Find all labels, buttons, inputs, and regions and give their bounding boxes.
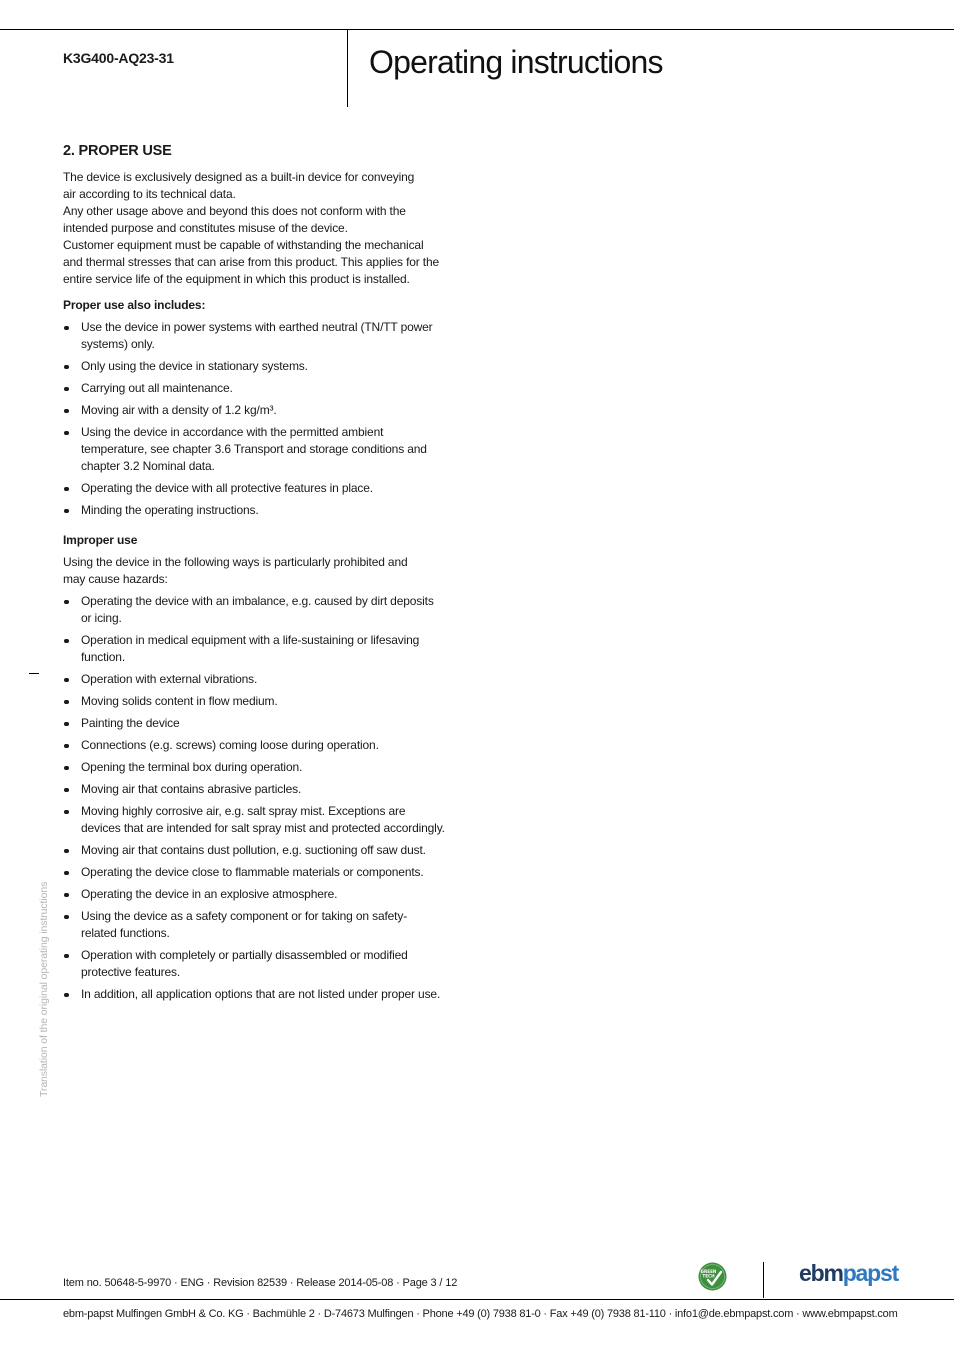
text-line: may cause hazards: bbox=[63, 572, 168, 586]
text-line: Carrying out all maintenance. bbox=[81, 381, 233, 395]
text-line: Use the device in power systems with earthed neutral (TN/TT power bbox=[81, 320, 433, 334]
badge-text-green: GREEN bbox=[700, 1269, 717, 1274]
list-item bbox=[63, 358, 455, 375]
logo-divider bbox=[763, 1262, 764, 1298]
list-item bbox=[63, 380, 455, 397]
section-heading: 2. PROPER USE bbox=[63, 143, 172, 159]
text-line: Using the device in the following ways is particularly prohibited and bbox=[63, 555, 408, 569]
list-item bbox=[63, 908, 455, 942]
text-line: Minding the operating instructions. bbox=[81, 503, 259, 517]
bullet-icon bbox=[64, 915, 69, 920]
text-line: protective features. bbox=[81, 965, 181, 979]
bullet-icon bbox=[64, 871, 69, 876]
footer-rule bbox=[0, 1299, 954, 1300]
bullet-icon bbox=[64, 487, 69, 492]
text-line: Moving air with a density of 1.2 kg/m³. bbox=[81, 403, 277, 417]
text-line: Any other usage above and beyond this does not conform with the bbox=[63, 204, 406, 218]
margin-fold-mark bbox=[29, 673, 39, 674]
list-item bbox=[63, 319, 455, 353]
text-line: The device is exclusively designed as a built-in device for conveying bbox=[63, 170, 415, 184]
list-item bbox=[63, 402, 455, 419]
text-line: Moving solids content in flow medium. bbox=[81, 694, 278, 708]
logo-ebm: ebm bbox=[799, 1260, 843, 1286]
bullet-icon bbox=[64, 387, 69, 392]
text-line: Only using the device in stationary systems. bbox=[81, 359, 308, 373]
text-line: Operating the device with an imbalance, e.g. caused by dirt deposits bbox=[81, 594, 434, 608]
list-item bbox=[63, 986, 455, 1003]
list-item bbox=[63, 781, 455, 798]
improper-use-list bbox=[63, 593, 455, 1003]
text-line: Using the device as a safety component or for taking on safety- bbox=[81, 909, 408, 923]
text-line: Operating the device with all protective features in place. bbox=[81, 481, 373, 495]
text-line: temperature, see chapter 3.6 Transport and storage conditions and bbox=[81, 442, 427, 456]
proper-use-heading: Proper use also includes: bbox=[63, 298, 206, 312]
bullet-icon bbox=[64, 509, 69, 514]
text-line: Operating the device in an explosive atmosphere. bbox=[81, 887, 338, 901]
text-line: Customer equipment must be capable of withstanding the mechanical bbox=[63, 238, 424, 252]
bullet-icon bbox=[64, 722, 69, 727]
badge-text-tech: TECH bbox=[702, 1273, 715, 1279]
text-line: Connections (e.g. screws) coming loose during operation. bbox=[81, 738, 379, 752]
list-item bbox=[63, 671, 455, 688]
side-note: Translation of the original operating instructions bbox=[38, 881, 50, 1097]
list-item bbox=[63, 759, 455, 776]
bullet-icon bbox=[64, 954, 69, 959]
document-id: K3G400-AQ23-31 bbox=[63, 50, 174, 66]
bullet-icon bbox=[64, 678, 69, 683]
text-line: devices that are intended for salt spray mist and protected accordingly. bbox=[81, 821, 445, 835]
header-top-rule bbox=[0, 29, 954, 30]
bullet-icon bbox=[64, 788, 69, 793]
bullet-icon bbox=[64, 600, 69, 605]
text-line: Opening the terminal box during operation. bbox=[81, 760, 303, 774]
company-address-line: ebm-papst Mulfingen GmbH & Co. KG · Bachmühle 2 · D-74673 Mulfingen · Phone +49 (0) 7938 81-0 · Fax +49 (0) 7938 81-110 · info1@de.ebmpapst.com · www.ebmpapst.com bbox=[63, 1308, 898, 1320]
page-title: Operating instructions bbox=[369, 44, 663, 80]
bullet-icon bbox=[64, 849, 69, 854]
text-line: Operating the device close to flammable materials or components. bbox=[81, 865, 424, 879]
list-item bbox=[63, 593, 455, 627]
text-line: Moving highly corrosive air, e.g. salt spray mist. Exceptions are bbox=[81, 804, 406, 818]
text-line: air according to its technical data. bbox=[63, 187, 236, 201]
list-item bbox=[63, 715, 455, 732]
bullet-icon bbox=[64, 893, 69, 898]
text-line: Operation with external vibrations. bbox=[81, 672, 258, 686]
list-item bbox=[63, 864, 455, 881]
list-item bbox=[63, 502, 455, 519]
text-line: Moving air that contains dust pollution, e.g. suctioning off saw dust. bbox=[81, 843, 426, 857]
list-item bbox=[63, 886, 455, 903]
header-divider bbox=[347, 29, 348, 107]
list-item bbox=[63, 737, 455, 754]
list-item bbox=[63, 803, 455, 837]
ebmpapst-logo bbox=[799, 1258, 898, 1288]
green-tech-badge-icon bbox=[698, 1262, 727, 1291]
bullet-icon bbox=[64, 700, 69, 705]
bullet-icon bbox=[64, 365, 69, 370]
text-line: Operation in medical equipment with a life-sustaining or lifesaving bbox=[81, 633, 420, 647]
bullet-icon bbox=[64, 431, 69, 436]
item-number-line: Item no. 50648-5-9970 · ENG · Revision 82539 · Release 2014-05-08 · Page 3 / 12 bbox=[63, 1277, 458, 1289]
list-item bbox=[63, 947, 455, 981]
improper-use-heading: Improper use bbox=[63, 533, 138, 547]
list-item bbox=[63, 424, 455, 475]
bullet-icon bbox=[64, 409, 69, 414]
text-line: function. bbox=[81, 650, 126, 664]
text-line: Using the device in accordance with the permitted ambient bbox=[81, 425, 384, 439]
list-item bbox=[63, 480, 455, 497]
bullet-icon bbox=[64, 744, 69, 749]
text-line: Painting the device bbox=[81, 716, 180, 730]
text-line: and thermal stresses that can arise from this product. This applies for the bbox=[63, 255, 440, 269]
text-line: or icing. bbox=[81, 611, 122, 625]
proper-use-list bbox=[63, 319, 455, 519]
bullet-icon bbox=[64, 326, 69, 331]
text-line: In addition, all application options that are not listed under proper use. bbox=[81, 987, 441, 1001]
list-item bbox=[63, 842, 455, 859]
text-line: intended purpose and constitutes misuse of the device. bbox=[63, 221, 348, 235]
bullet-icon bbox=[64, 810, 69, 815]
improper-use-intro bbox=[63, 554, 455, 588]
text-line: related functions. bbox=[81, 926, 170, 940]
list-item bbox=[63, 693, 455, 710]
text-line: chapter 3.2 Nominal data. bbox=[81, 459, 215, 473]
logo-papst: papst bbox=[842, 1260, 899, 1286]
list-item bbox=[63, 632, 455, 666]
intro-paragraph bbox=[63, 169, 455, 288]
bullet-icon bbox=[64, 993, 69, 998]
text-line: entire service life of the equipment in which this product is installed. bbox=[63, 272, 410, 286]
bullet-icon bbox=[64, 766, 69, 771]
bullet-icon bbox=[64, 639, 69, 644]
text-line: Operation with completely or partially disassembled or modified bbox=[81, 948, 408, 962]
main-content bbox=[63, 143, 455, 1008]
text-line: systems) only. bbox=[81, 337, 155, 351]
text-line: Moving air that contains abrasive particles. bbox=[81, 782, 302, 796]
